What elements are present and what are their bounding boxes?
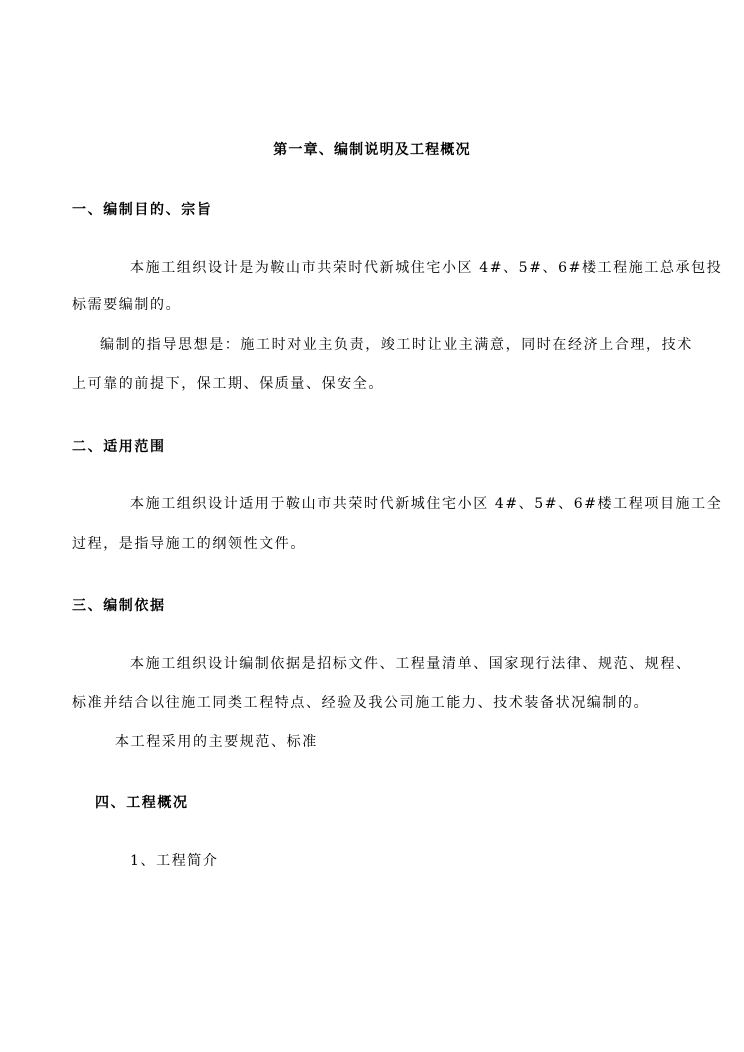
section-heading-purpose: 一、编制目的、宗旨 [72, 202, 213, 218]
paragraph-line: 本工程采用的主要规范、标准 [115, 734, 318, 750]
paragraph-line: 过程，是指导施工的纲领性文件。 [72, 536, 306, 552]
paragraph-line: 本施工组织设计是为鞍山市共荣时代新城住宅小区 4#、5#、6#楼工程施工总承包投 [130, 260, 723, 276]
section-heading-basis: 三、编制依据 [72, 598, 166, 614]
paragraph-line: 标需要编制的。 [72, 297, 182, 313]
subsection-heading: 1、工程简介 [130, 853, 219, 869]
paragraph-line: 本施工组织设计编制依据是招标文件、工程量清单、国家现行法律、规范、规程、 [130, 656, 692, 672]
paragraph-line: 编制的指导思想是：施工时对业主负责，竣工时让业主满意，同时在经济上合理，技术 [100, 337, 693, 353]
paragraph-line: 本施工组织设计适用于鞍山市共荣时代新城住宅小区 4#、5#、6#楼工程项目施工全 [130, 496, 723, 512]
paragraph-line: 标准并结合以往施工同类工程特点、经验及我公司施工能力、技术装备状况编制的。 [72, 695, 650, 711]
section-heading-overview: 四、工程概况 [95, 795, 189, 811]
section-heading-scope: 二、适用范围 [72, 439, 166, 455]
chapter-title: 第一章、编制说明及工程概况 [273, 142, 471, 158]
paragraph-line: 上可靠的前提下，保工期、保质量、保安全。 [72, 376, 384, 392]
